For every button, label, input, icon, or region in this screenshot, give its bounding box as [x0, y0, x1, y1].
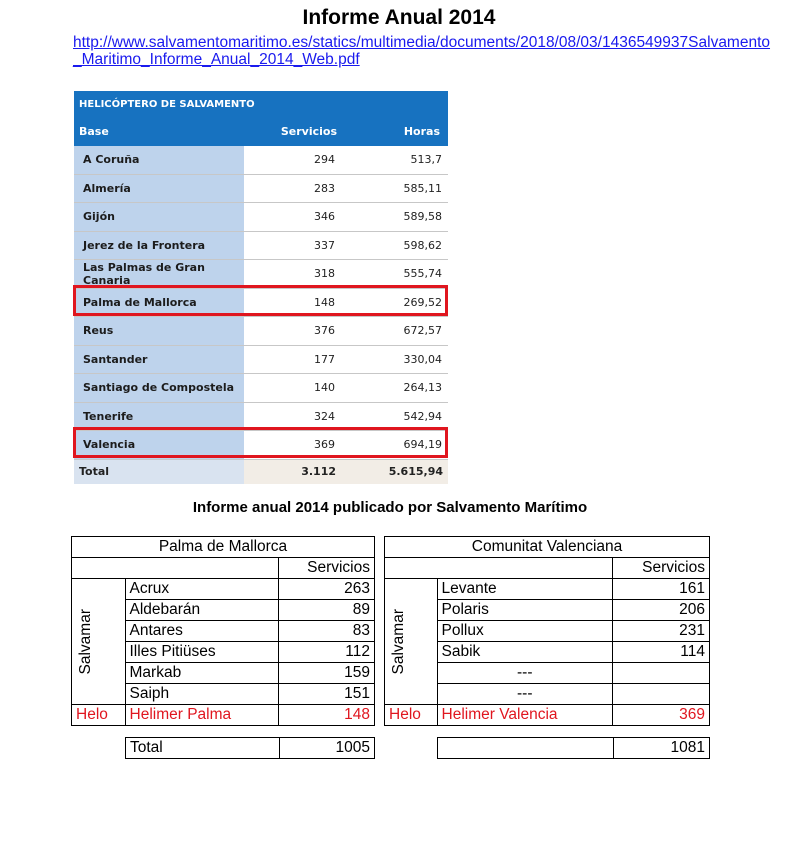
helo-value: 148 — [279, 705, 375, 726]
vessel-value: 231 — [613, 621, 710, 642]
vessel-name: Polaris — [437, 600, 613, 621]
vessel-name: Antares — [125, 621, 279, 642]
base-cell: A Coruña — [74, 146, 244, 174]
vessel-value: 159 — [279, 663, 375, 684]
valencia-total-label — [438, 738, 614, 759]
base-cell: Jerez de la Frontera — [74, 231, 244, 260]
highlight-palma — [73, 285, 448, 316]
palma-table — [71, 536, 375, 726]
vessel-value: 151 — [279, 684, 375, 705]
horas-cell: 585,11 — [341, 174, 448, 203]
helo-group-label: Helo — [385, 705, 438, 726]
helo-row — [72, 705, 375, 726]
table-row — [74, 374, 448, 403]
table-row — [72, 579, 375, 600]
vessel-name: Saiph — [125, 684, 279, 705]
col-header-base: Base — [74, 117, 244, 146]
highlight-valencia — [73, 427, 448, 458]
vessel-value: 89 — [279, 600, 375, 621]
base-cell: Reus — [74, 317, 244, 346]
col-header-servicios: Servicios — [244, 117, 341, 146]
base-cell: Las Palmas de Gran Canaria — [74, 260, 244, 289]
valencia-total-value: 1081 — [614, 738, 710, 759]
vessel-name: Pollux — [437, 621, 613, 642]
palma-title: Palma de Mallorca — [72, 537, 375, 558]
valencia-total-table — [437, 737, 710, 759]
servicios-cell: 324 — [244, 402, 341, 431]
col-header-horas: Horas — [341, 117, 448, 146]
horas-cell: 694,19 — [341, 431, 448, 460]
servicios-cell: 337 — [244, 231, 341, 260]
total-servicios: 3.112 — [244, 459, 341, 484]
servicios-cell: 294 — [244, 146, 341, 174]
vessel-name: --- — [437, 684, 613, 705]
table-row — [74, 146, 448, 174]
base-cell: Valencia — [74, 431, 244, 460]
vessel-value: 83 — [279, 621, 375, 642]
vessel-name: Markab — [125, 663, 279, 684]
horas-cell: 555,74 — [341, 260, 448, 289]
helo-name: Helimer Valencia — [437, 705, 613, 726]
helo-group-label: Helo — [72, 705, 126, 726]
valencia-col-header: Servicios — [613, 558, 710, 579]
vessel-value: 206 — [613, 600, 710, 621]
table-row — [74, 174, 448, 203]
horas-cell: 542,94 — [341, 402, 448, 431]
horas-cell: 269,52 — [341, 288, 448, 317]
source-link[interactable]: http://www.salvamentomaritimo.es/statics/multimedia/documents/2018/08/03/1436549937Salvamento_Maritimo_Informe_Anual_2014_Web.pdf — [73, 34, 771, 68]
horas-cell: 330,04 — [341, 345, 448, 374]
vessel-name: Illes Pitiüses — [125, 642, 279, 663]
base-cell: Tenerife — [74, 402, 244, 431]
table-row — [74, 345, 448, 374]
table-row — [74, 203, 448, 232]
palma-total-table — [125, 737, 375, 759]
table-row — [74, 231, 448, 260]
palma-total-label: Total — [126, 738, 280, 759]
helo-value: 369 — [613, 705, 710, 726]
valencia-table — [384, 536, 710, 726]
servicios-cell: 346 — [244, 203, 341, 232]
base-cell: Gijón — [74, 203, 244, 232]
base-cell: Santander — [74, 345, 244, 374]
horas-cell: 672,57 — [341, 317, 448, 346]
table-row — [74, 317, 448, 346]
servicios-cell: 140 — [244, 374, 341, 403]
palma-col-header: Servicios — [279, 558, 375, 579]
palma-group-cell — [72, 579, 126, 705]
total-label: Total — [74, 459, 244, 484]
servicios-cell: 318 — [244, 260, 341, 289]
valencia-group-cell — [385, 579, 438, 705]
vessel-name: Aldebarán — [125, 600, 279, 621]
vessel-name: --- — [437, 663, 613, 684]
table-caption: Informe anual 2014 publicado por Salvamento Marítimo — [192, 499, 588, 516]
horas-cell: 589,58 — [341, 203, 448, 232]
servicios-cell: 148 — [244, 288, 341, 317]
horas-cell: 264,13 — [341, 374, 448, 403]
horas-cell: 598,62 — [341, 231, 448, 260]
valencia-title: Comunitat Valenciana — [385, 537, 710, 558]
table-section-title: HELICÓPTERO DE SALVAMENTO — [74, 91, 448, 117]
page-title: Informe Anual 2014 — [302, 6, 496, 29]
vessel-value — [613, 663, 710, 684]
vessel-name: Levante — [437, 579, 613, 600]
servicios-cell: 376 — [244, 317, 341, 346]
total-horas: 5.615,94 — [341, 459, 448, 484]
vessel-name: Acrux — [125, 579, 279, 600]
base-cell: Palma de Mallorca — [74, 288, 244, 317]
vessel-value: 161 — [613, 579, 710, 600]
valencia-group-label: Salvamar — [390, 608, 407, 675]
servicios-cell: 283 — [244, 174, 341, 203]
table-row — [74, 260, 448, 289]
servicios-cell: 177 — [244, 345, 341, 374]
base-cell: Almería — [74, 174, 244, 203]
vessel-value: 263 — [279, 579, 375, 600]
servicios-cell: 369 — [244, 431, 341, 460]
horas-cell: 513,7 — [341, 146, 448, 174]
helo-row — [385, 705, 710, 726]
palma-total-value: 1005 — [280, 738, 375, 759]
vessel-value: 114 — [613, 642, 710, 663]
palma-group-label: Salvamar — [77, 608, 94, 675]
table-row — [385, 579, 710, 600]
base-cell: Santiago de Compostela — [74, 374, 244, 403]
vessel-value: 112 — [279, 642, 375, 663]
helo-name: Helimer Palma — [125, 705, 279, 726]
total-row — [74, 459, 448, 484]
vessel-value — [613, 684, 710, 705]
vessel-name: Sabik — [437, 642, 613, 663]
